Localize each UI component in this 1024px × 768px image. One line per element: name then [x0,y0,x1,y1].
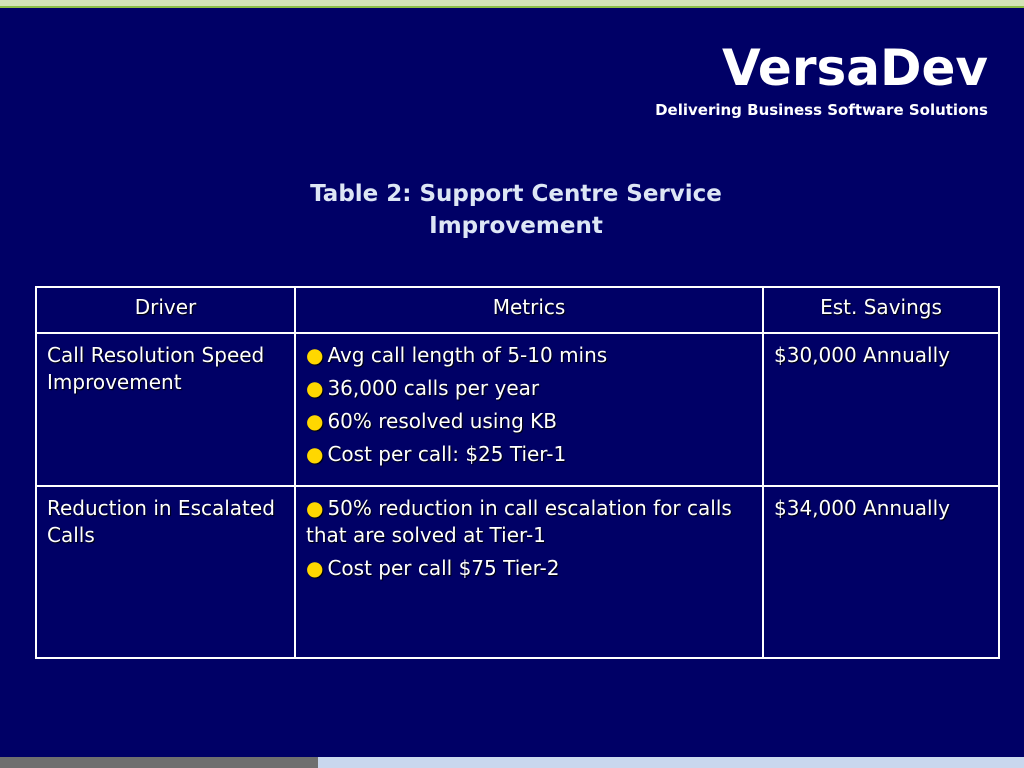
metric-text: 60% resolved using KB [327,409,557,433]
brand-name: VersaDev [721,39,988,97]
savings-cell: $34,000 Annually [763,486,999,658]
bullet-dot-icon: ● [306,442,324,466]
metric-text: 36,000 calls per year [327,376,540,400]
header-driver: Driver [36,287,295,333]
bullet-dot-icon: ● [306,343,324,367]
table-row [36,333,999,486]
savings-cell: $30,000 Annually [763,333,999,486]
table-title [0,178,1024,242]
metrics-cell [295,333,763,486]
driver-cell: Reduction in Escalated Calls [36,486,295,658]
metric-item [306,441,752,468]
driver-cell: Call Resolution Speed Improvement [36,333,295,486]
table-title-line1: Table 2: Support Centre Service [310,181,722,207]
bullet-dot-icon: ● [306,556,324,581]
metric-text: 50% reduction in call escalation for calls that are solved at Tier-1 [306,496,732,548]
metrics-list [306,495,752,582]
metrics-list [306,342,752,468]
brand-block [655,38,988,120]
metric-item [306,375,752,402]
table-row [36,486,999,658]
header-est-savings: Est. Savings [763,287,999,333]
bottom-bar-segment [0,757,318,768]
metric-text: Cost per call $75 Tier-2 [327,556,560,581]
header-metrics: Metrics [295,287,763,333]
metric-item [306,495,752,549]
metric-item [306,408,752,435]
table-title-line2: Improvement [429,213,603,239]
metrics-cell [295,486,763,658]
bullet-dot-icon: ● [306,496,324,521]
brand-tagline: Delivering Business Software Solutions [655,101,988,119]
top-accent-rule-line [0,6,1024,8]
bullet-dot-icon: ● [306,376,324,400]
metric-text: Avg call length of 5-10 mins [327,343,608,367]
metric-text: Cost per call: $25 Tier-1 [327,442,567,466]
bullet-dot-icon: ● [306,409,324,433]
savings-table [35,286,1000,659]
table-header-row [36,287,999,333]
metric-item [306,555,752,582]
metric-item [306,342,752,369]
